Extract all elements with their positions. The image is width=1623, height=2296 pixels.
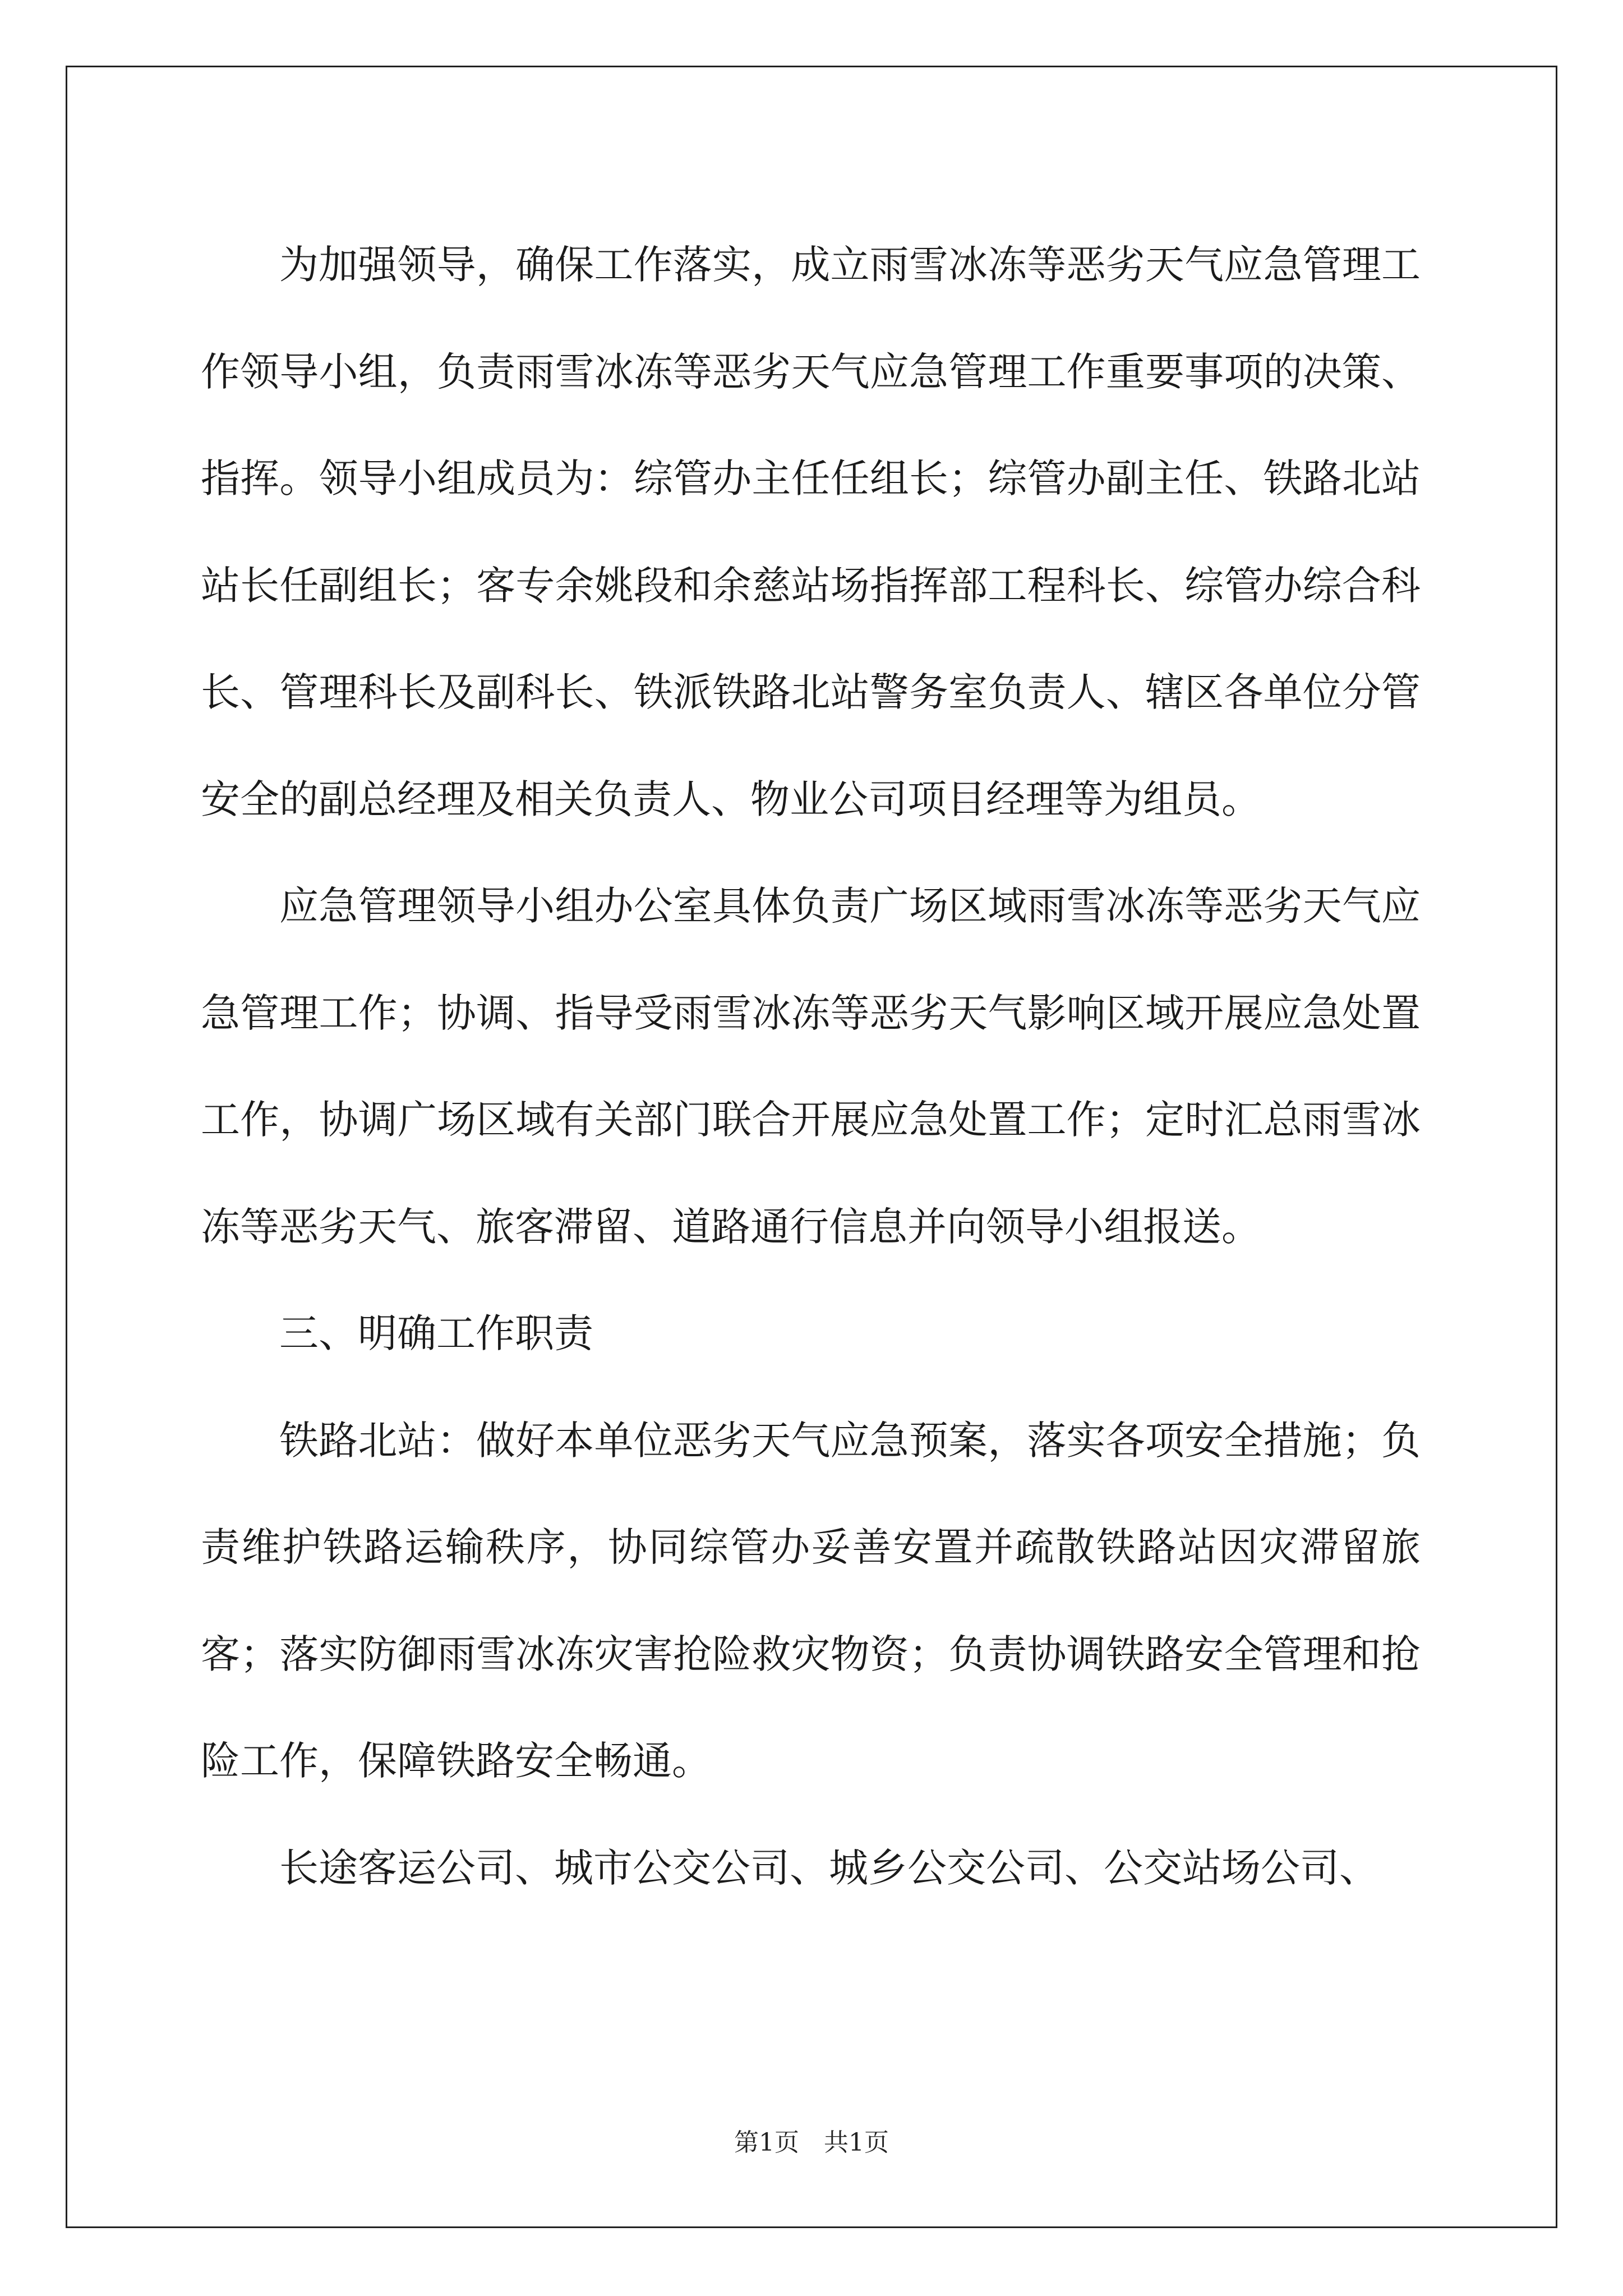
paragraph-railway-north-station: 铁路北站：做好本单位恶劣天气应急预案，落实各项安全措施；负责维护铁路运输秩序，协同综管办妥善安置并疏散铁路站因灾滞留旅客；落实防御雨雪冰冻灾害抢险救灾物资；负责协调铁路安全管理和抢险工作，保障铁路安全畅通。 bbox=[201, 1417, 1421, 1784]
document-body bbox=[201, 211, 1421, 1921]
paragraph-office-duties: 应急管理领导小组办公室具体负责广场区域雨雪冰冻等恶劣天气应急管理工作；协调、指导受雨雪冰冻等恶劣天气影响区域开展应急处置工作，协调广场区域有关部门联合开展应急处置工作；定时汇总雨雪冰冻等恶劣天气、旅客滞留、道路通行信息并向领导小组报送。 bbox=[201, 883, 1421, 1250]
page-number-footer: 第1页 共1页 bbox=[734, 2128, 889, 2157]
paragraph-transport-companies: 长途客运公司、城市公交公司、城乡公交公司、公交站场公司、 bbox=[279, 1844, 1378, 1891]
paragraph-leadership-group: 为加强领导，确保工作落实，成立雨雪冰冻等恶劣天气应急管理工作领导小组，负责雨雪冰冻等恶劣天气应急管理工作重要事项的决策、指挥。领导小组成员为：综管办主任任组长；综管办副主任、铁路北站站长任副组长；客专余姚段和余慈站场指挥部工程科长、综管办综合科长、管理科长及副科长、铁派铁路北站警务室负责人、辖区各单位分管安全的副总经理及相关负责人、物业公司项目经理等为组员。 bbox=[201, 242, 1421, 822]
section-heading-responsibilities: 三、明确工作职责 bbox=[279, 1310, 593, 1356]
